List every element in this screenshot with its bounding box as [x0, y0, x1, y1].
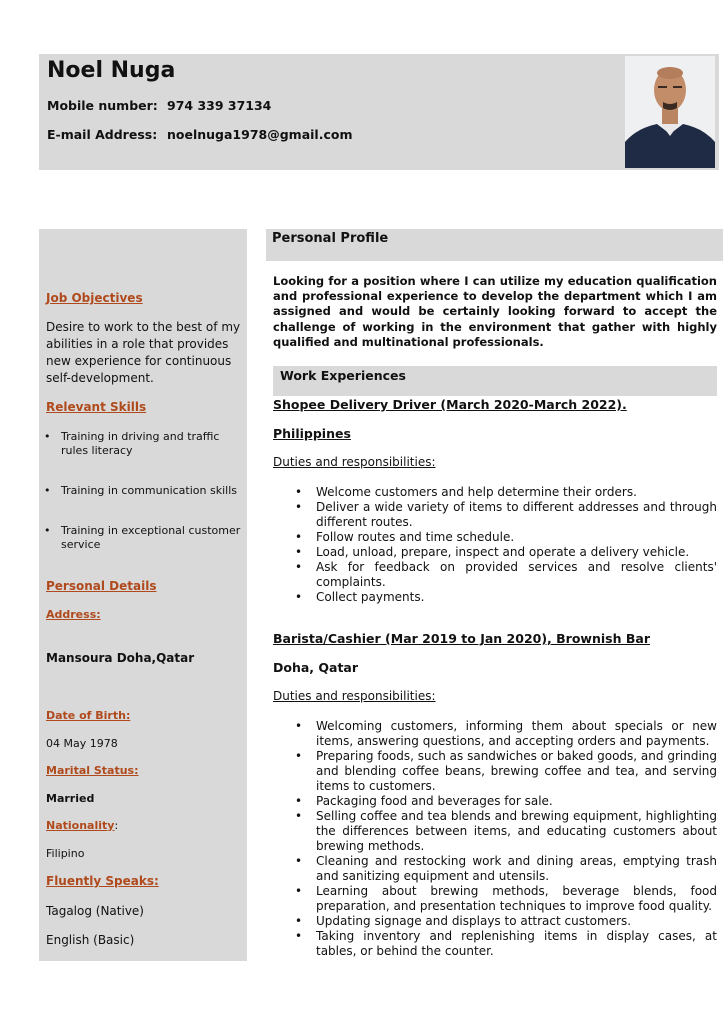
dob-label: Date of Birth:	[46, 709, 131, 722]
list-item: • Updating signage and displays to attract customers.	[316, 914, 717, 929]
job-title: Shopee Delivery Driver (March 2020-March 2022).	[273, 397, 627, 412]
marital-status-value: Married	[46, 792, 95, 805]
list-item: • Cleaning and restocking work and dining areas, emptying trash and sanitizing equipment and utensils.	[316, 854, 717, 884]
dob-value: 04 May 1978	[46, 737, 118, 750]
mobile-value: 974 339 37134	[167, 98, 272, 113]
list-item: • Packaging food and beverages for sale.	[316, 794, 717, 809]
resume-header	[39, 54, 719, 170]
work-experiences-band	[273, 366, 717, 396]
skill-item: • Training in communication skills	[61, 484, 243, 498]
job-title: Barista/Cashier (Mar 2019 to Jan 2020), Brownish Bar	[273, 631, 650, 646]
address-value: Mansoura Doha,Qatar	[46, 651, 195, 665]
duties-label: Duties and responsibilities:	[273, 689, 436, 703]
language-item: English (Basic)	[46, 933, 135, 947]
candidate-name: Noel Nuga	[47, 58, 176, 83]
nationality-value: Filipino	[46, 847, 85, 860]
mobile-line	[47, 98, 271, 113]
nationality-colon: :	[114, 819, 119, 832]
profile-photo	[625, 56, 715, 168]
work-experiences-heading: Work Experiences	[280, 368, 406, 383]
job-location: Doha, Qatar	[273, 660, 359, 675]
list-item: • Deliver a wide variety of items to different addresses and through different routes.	[316, 500, 717, 530]
duties-label: Duties and responsibilities:	[273, 455, 436, 469]
language-item: Tagalog (Native)	[46, 904, 144, 918]
email-label: E-mail Address:	[47, 127, 158, 142]
list-item: • Selling coffee and tea blends and brewing equipment, highlighting the differences between items, and educating customers about brewing methods.	[316, 809, 717, 854]
email-value: noelnuga1978@gmail.com	[167, 127, 353, 142]
marital-status-label: Marital Status:	[46, 764, 139, 777]
list-item: • Taking inventory and replenishing items in display cases, at tables, or behind the counter.	[316, 929, 717, 959]
languages-heading: Fluently Speaks:	[46, 874, 159, 888]
nationality-label-text: Nationality	[46, 819, 115, 832]
relevant-skills-heading: Relevant Skills	[46, 400, 147, 414]
personal-profile-band	[266, 229, 723, 261]
nationality-label	[46, 819, 118, 832]
list-item: • Learning about brewing methods, beverage blends, food preparation, and presentation techniques to improve food quality.	[316, 884, 717, 914]
job-location: Philippines	[273, 426, 351, 441]
list-item: • Preparing foods, such as sandwiches or baked goods, and grinding and blending coffee beans, brewing coffee and tea, and serving items to customers.	[316, 749, 717, 794]
job-objectives-text: Desire to work to the best of my abilities in a role that provides new experience for continuous self-development.	[46, 320, 241, 385]
left-sidebar	[39, 229, 247, 961]
skill-item: • Training in exceptional customer service	[61, 524, 243, 552]
mobile-label: Mobile number:	[47, 98, 158, 113]
email-line	[47, 127, 352, 142]
list-item: • Welcome customers and help determine their orders.	[316, 485, 717, 500]
list-item: • Load, unload, prepare, inspect and operate a delivery vehicle.	[316, 545, 717, 560]
personal-profile-heading: Personal Profile	[272, 231, 389, 246]
profile-text: Looking for a position where I can utilize my education qualification and professional experience to develop the department which I am assigned and would be certainly looking forward to accept the challenge of working in the environment that gather with highly qualified and multinational professionals.	[273, 274, 717, 349]
list-item: • Ask for feedback on provided services and resolve clients' complaints.	[316, 560, 717, 590]
duties-list	[316, 485, 717, 605]
duties-list	[316, 719, 717, 959]
portrait-image	[625, 56, 715, 168]
list-item: • Follow routes and time schedule.	[316, 530, 717, 545]
list-item: • Collect payments.	[316, 590, 717, 605]
job-objectives-heading: Job Objectives	[46, 291, 143, 305]
personal-details-heading: Personal Details	[46, 579, 157, 593]
address-label: Address:	[46, 608, 101, 621]
skill-item: • Training in driving and traffic rules literacy	[61, 430, 243, 458]
list-item: • Welcoming customers, informing them about specials or new items, answering questions, and accepting orders and payments.	[316, 719, 717, 749]
